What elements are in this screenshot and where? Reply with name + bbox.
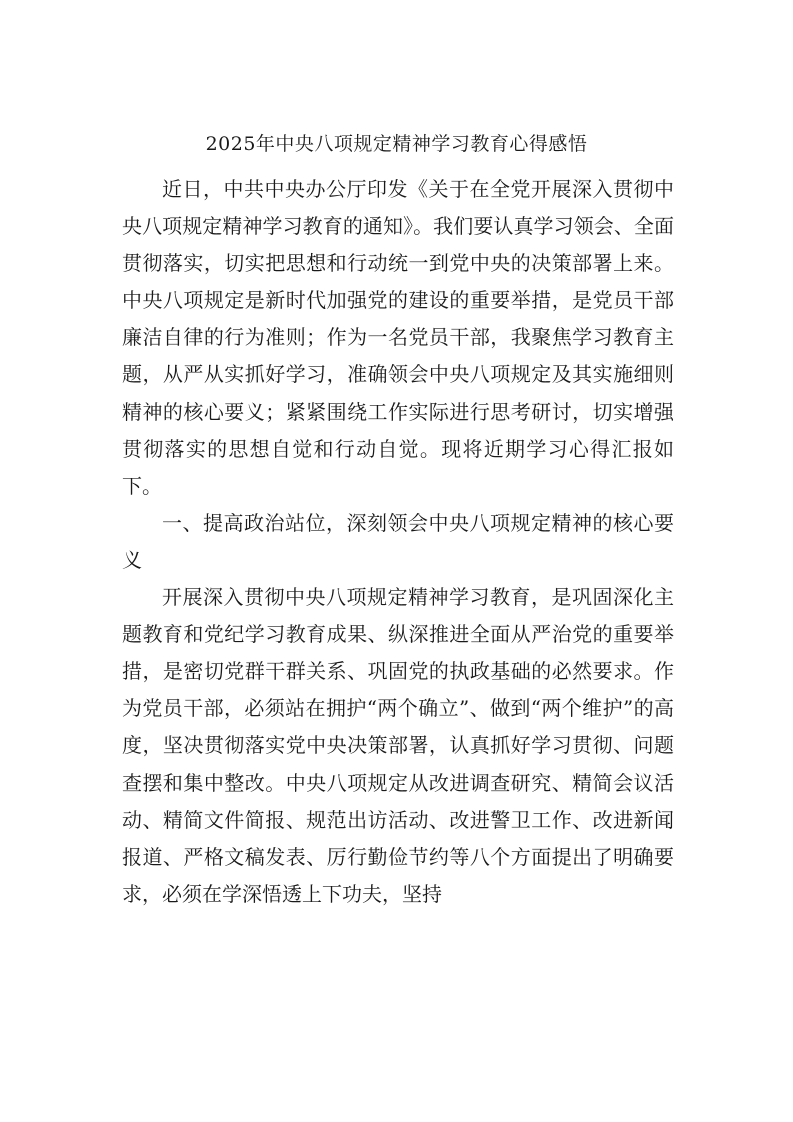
paragraph-intro: 近日，中共中央办公厅印发《关于在全党开展深入贯彻中央八项规定精神学习教育的通知》。我们要认真学习领会、全面贯彻落实，切实把思想和行动统一到党中央的决策部署上来。中央八项规定是新时代加强党的建设的重要举措，是党员干部廉洁自律的行为准则；作为一名党员干部，我聚焦学习教育主题，从严从实抓好学习，准确领会中央八项规定及其实施细则精神的核心要义；紧紧围绕工作实际进行思考研讨，切实增强贯彻落实的思想自觉和行动自觉。现将近期学习心得汇报如下。: [122, 177, 674, 498]
document-title: 2025年中央八项规定精神学习教育心得感悟: [205, 133, 588, 155]
document-body: [122, 171, 674, 913]
section-heading-1: 一、提高政治站位，深刻领会中央八项规定精神的核心要义: [122, 510, 674, 572]
paragraph-section-1: 开展深入贯彻中央八项规定精神学习教育，是巩固深化主题教育和党纪学习教育成果、纵深推进全面从严治党的重要举措，是密切党群干群关系、巩固党的执政基础的必然要求。作为党员干部，必须站在拥护“两个确立”、做到“两个维护”的高度，坚决贯彻落实党中央决策部署，认真抓好学习贯彻、问题查摆和集中整改。中央八项规定从改进调查研究、精简会议活动、精简文件简报、规范出访活动、改进警卫工作、改进新闻报道、严格文稿发表、厉行勤俭节约等八个方面提出了明确要求，必须在学深悟透上下功夫，坚持: [122, 585, 674, 906]
